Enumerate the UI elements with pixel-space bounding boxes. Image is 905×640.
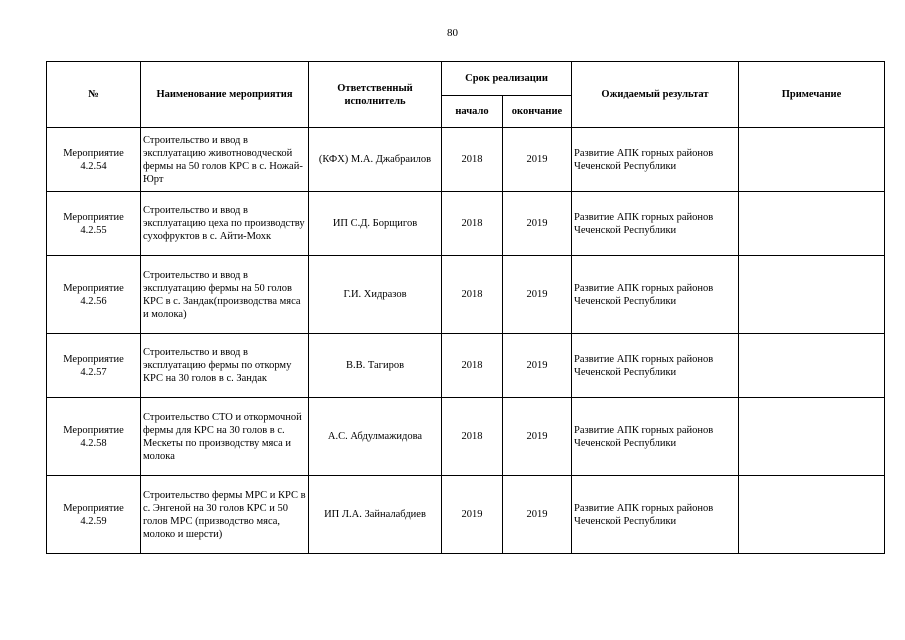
header-executor: Ответственный исполнитель (309, 62, 442, 128)
row-note (739, 256, 885, 334)
row-result: Развитие АПК горных районов Чеченской Республики (572, 476, 739, 554)
row-id: Мероприятие 4.2.58 (47, 398, 141, 476)
row-name: Строительство и ввод в эксплуатацию фермы на 50 голов КРС в с. Зандак(производства мяса и молока) (141, 256, 309, 334)
row-result: Развитие АПК горных районов Чеченской Республики (572, 256, 739, 334)
row-end: 2019 (503, 128, 572, 192)
row-note (739, 334, 885, 398)
row-executor: В.В. Тагиров (309, 334, 442, 398)
row-executor: ИП С.Д. Борщигов (309, 192, 442, 256)
row-end: 2019 (503, 192, 572, 256)
row-start: 2018 (442, 192, 503, 256)
header-end: окончание (503, 96, 572, 128)
row-start: 2018 (442, 398, 503, 476)
row-start: 2018 (442, 334, 503, 398)
activities-table (46, 61, 885, 554)
row-executor: Г.И. Хидразов (309, 256, 442, 334)
row-result: Развитие АПК горных районов Чеченской Республики (572, 398, 739, 476)
row-note (739, 476, 885, 554)
row-result: Развитие АПК горных районов Чеченской Республики (572, 128, 739, 192)
row-name: Строительство и ввод в эксплуатацию фермы по откорму КРС на 30 голов в с. Зандак (141, 334, 309, 398)
row-id: Мероприятие 4.2.57 (47, 334, 141, 398)
row-id: Мероприятие 4.2.54 (47, 128, 141, 192)
row-name: Строительство фермы МРС и КРС в с. Энгеной на 30 голов КРС и 50 голов МРС (призводство мяса, молоко и шерсти) (141, 476, 309, 554)
row-executor: ИП Л.А. Зайналабдиев (309, 476, 442, 554)
header-note: Примечание (739, 62, 885, 128)
header-period: Срок реализации (442, 62, 572, 96)
row-start: 2018 (442, 256, 503, 334)
row-name: Строительство и ввод в эксплуатацию цеха по производству сухофруктов в с. Айти-Мохк (141, 192, 309, 256)
table-row (47, 334, 885, 398)
row-end: 2019 (503, 476, 572, 554)
row-end: 2019 (503, 398, 572, 476)
row-id: Мероприятие 4.2.55 (47, 192, 141, 256)
header-start: начало (442, 96, 503, 128)
header-num: № (47, 62, 141, 128)
row-note (739, 128, 885, 192)
table-row (47, 256, 885, 334)
row-name: Строительство и ввод в эксплуатацию животноводческой фермы на 50 голов КРС в с. Ножай-Юрт (141, 128, 309, 192)
header-name: Наименование мероприятия (141, 62, 309, 128)
table-row (47, 192, 885, 256)
page-number: 80 (447, 27, 458, 39)
row-id: Мероприятие 4.2.56 (47, 256, 141, 334)
row-name: Строительство СТО и откормочной фермы для КРС на 30 голов в с. Мескеты по производству мяса и молока (141, 398, 309, 476)
row-executor: (КФХ) М.А. Джабраилов (309, 128, 442, 192)
row-result: Развитие АПК горных районов Чеченской Республики (572, 334, 739, 398)
header-result: Ожидаемый результат (572, 62, 739, 128)
row-executor: А.С. Абдулмажидова (309, 398, 442, 476)
row-note (739, 192, 885, 256)
row-note (739, 398, 885, 476)
row-result: Развитие АПК горных районов Чеченской Республики (572, 192, 739, 256)
table-row (47, 128, 885, 192)
row-start: 2018 (442, 128, 503, 192)
row-start: 2019 (442, 476, 503, 554)
row-end: 2019 (503, 256, 572, 334)
row-id: Мероприятие 4.2.59 (47, 476, 141, 554)
table-row (47, 398, 885, 476)
table-row (47, 476, 885, 554)
row-end: 2019 (503, 334, 572, 398)
